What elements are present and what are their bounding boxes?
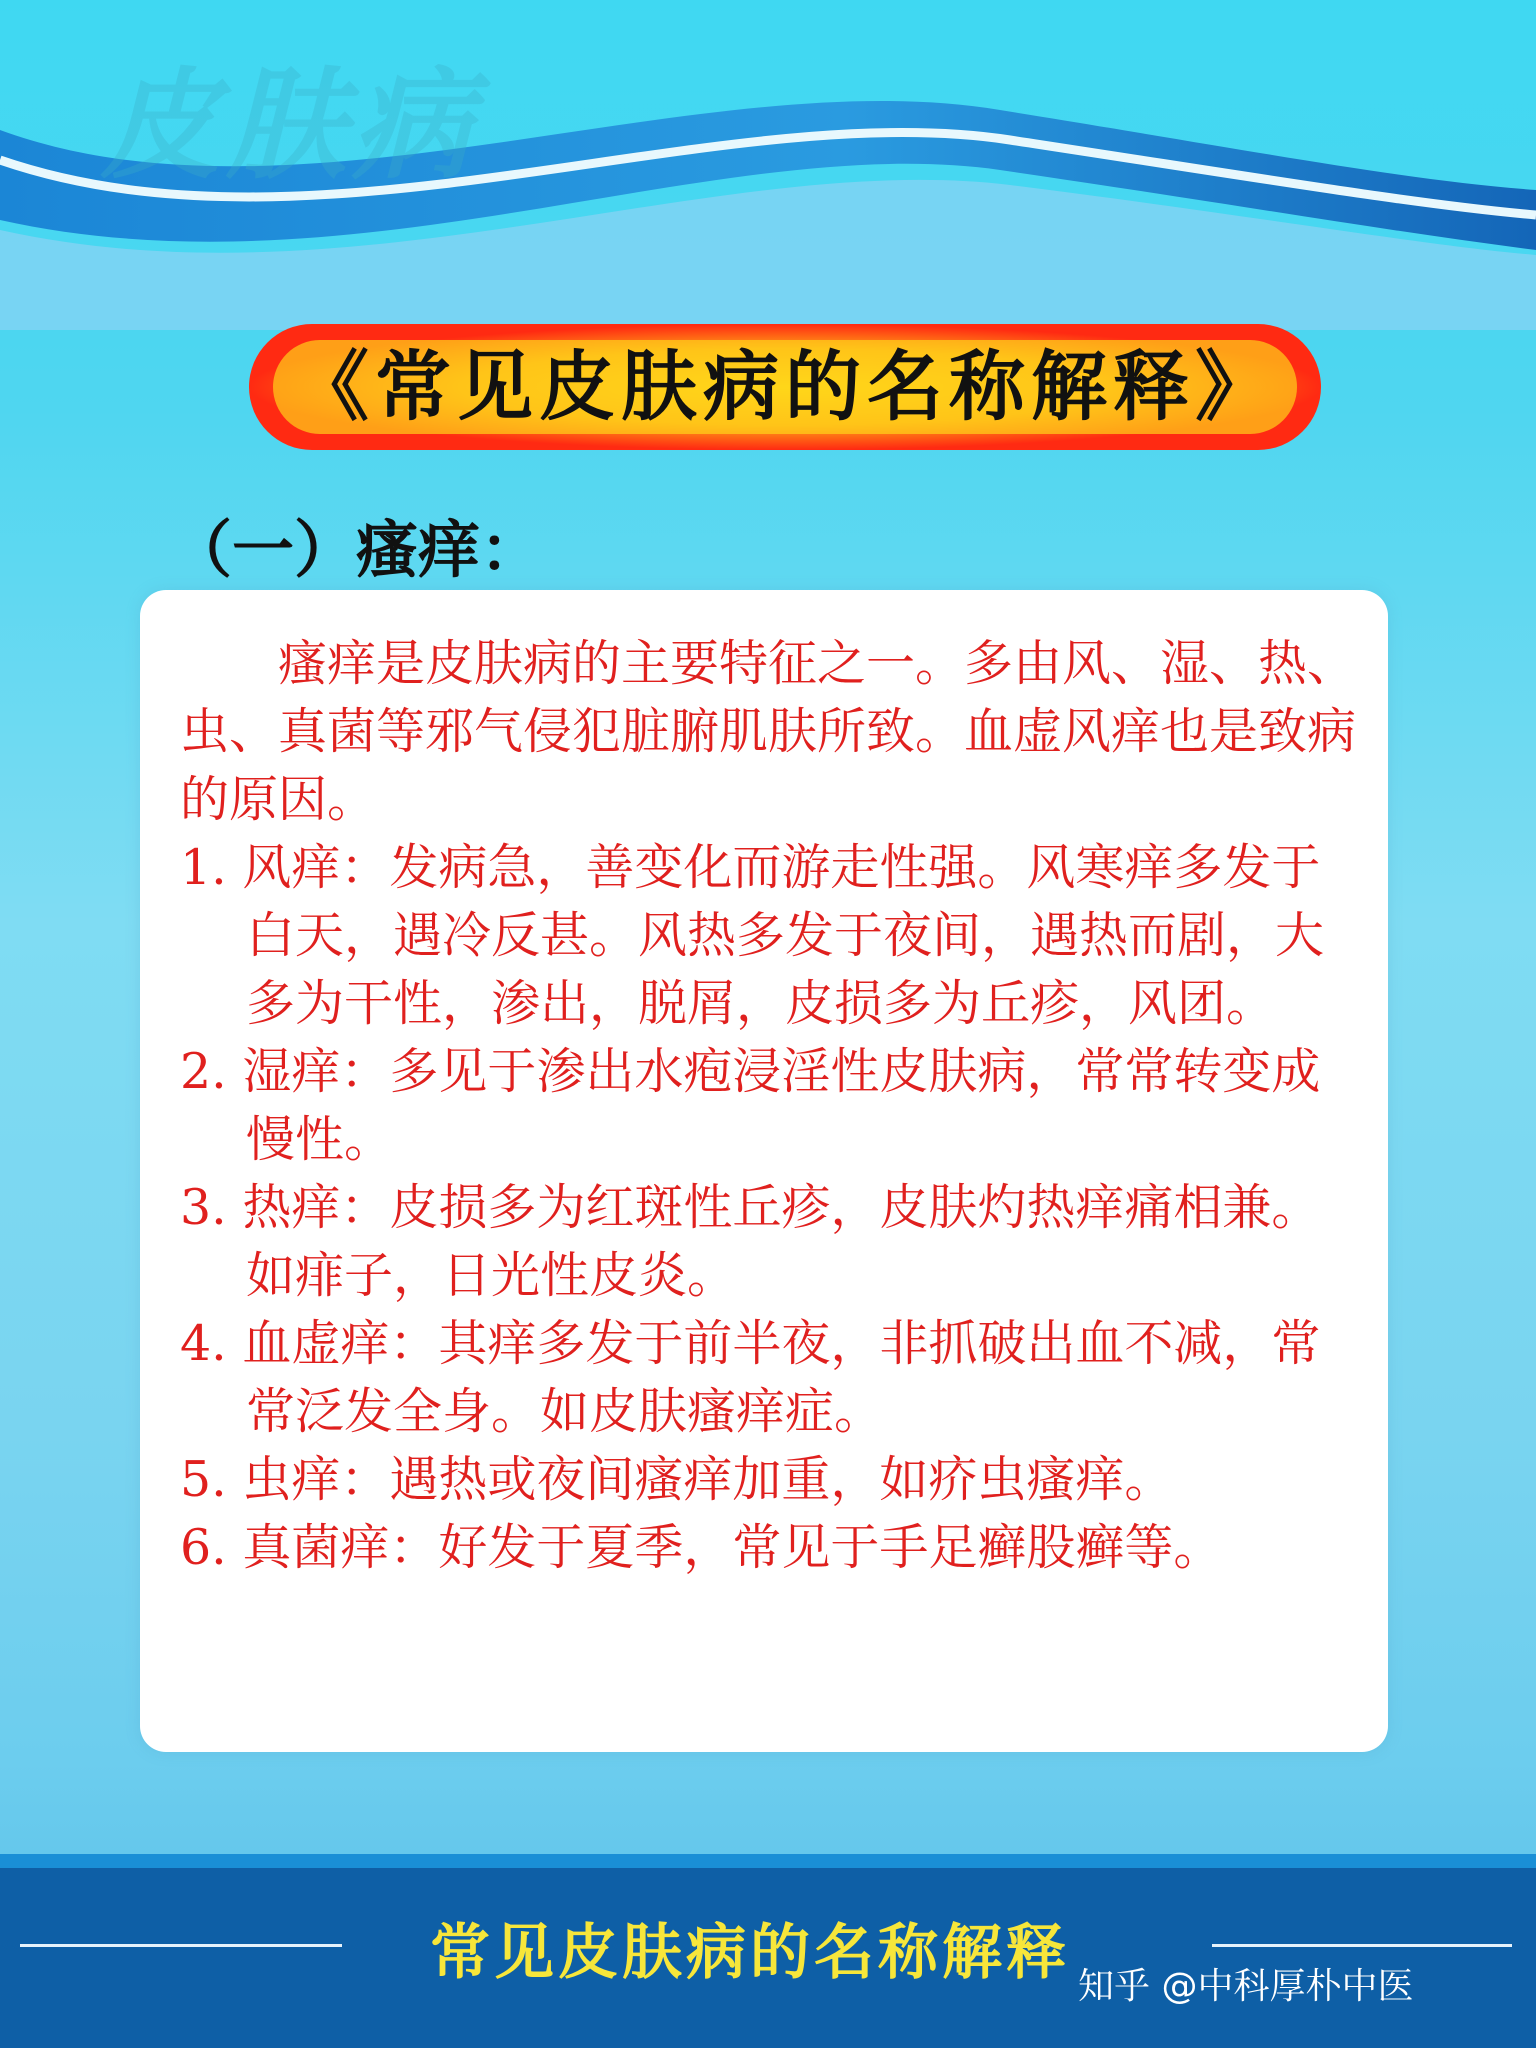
card-body bbox=[180, 630, 1360, 1582]
source-credit: 知乎 @中科厚朴中医 bbox=[1078, 1966, 1414, 2007]
list-item: 1. 风痒：发病急，善变化而游走性强。风寒痒多发于白天，遇冷反甚。风热多发于夜间，遇热而剧，大多为干性，渗出，脱屑，皮损多为丘疹，风团。 bbox=[180, 839, 1325, 1032]
list-item: 4. 血虚痒：其痒多发于前半夜，非抓破出血不减，常常泛发全身。如皮肤瘙痒症。 bbox=[180, 1315, 1321, 1440]
list-item: 3. 热痒：皮损多为红斑性丘疹，皮肤灼热痒痛相兼。如痱子，日光性皮炎。 bbox=[180, 1179, 1321, 1304]
bottom-rule-left bbox=[20, 1944, 342, 1947]
headline-banner bbox=[245, 318, 1325, 456]
section-heading: （一）瘙痒： bbox=[170, 513, 543, 586]
list-item: 6. 真菌痒：好发于夏季，常见于手足癣股癣等。 bbox=[180, 1519, 1223, 1576]
content-card bbox=[140, 590, 1388, 1752]
watermark-title: 皮肤病 bbox=[100, 55, 478, 196]
intro-paragraph: 瘙痒是皮肤病的主要特征之一。多由风、湿、热、虫、真菌等邪气侵犯脏腑肌肤所致。血虚风痒也是致病的原因。 bbox=[180, 635, 1357, 828]
list-item: 5. 虫痒：遇热或夜间瘙痒加重，如疥虫瘙痒。 bbox=[180, 1451, 1174, 1508]
headline: 《常见皮肤病的名称解释》 bbox=[293, 342, 1277, 431]
footer-title: 常见皮肤病的名称解释 bbox=[430, 1918, 1070, 1988]
list-item: 2. 湿痒：多见于渗出水疱浸淫性皮肤病，常常转变成慢性。 bbox=[180, 1043, 1321, 1168]
bottom-rule-right bbox=[1212, 1944, 1512, 1947]
bottom-stripe bbox=[0, 1854, 1536, 1868]
